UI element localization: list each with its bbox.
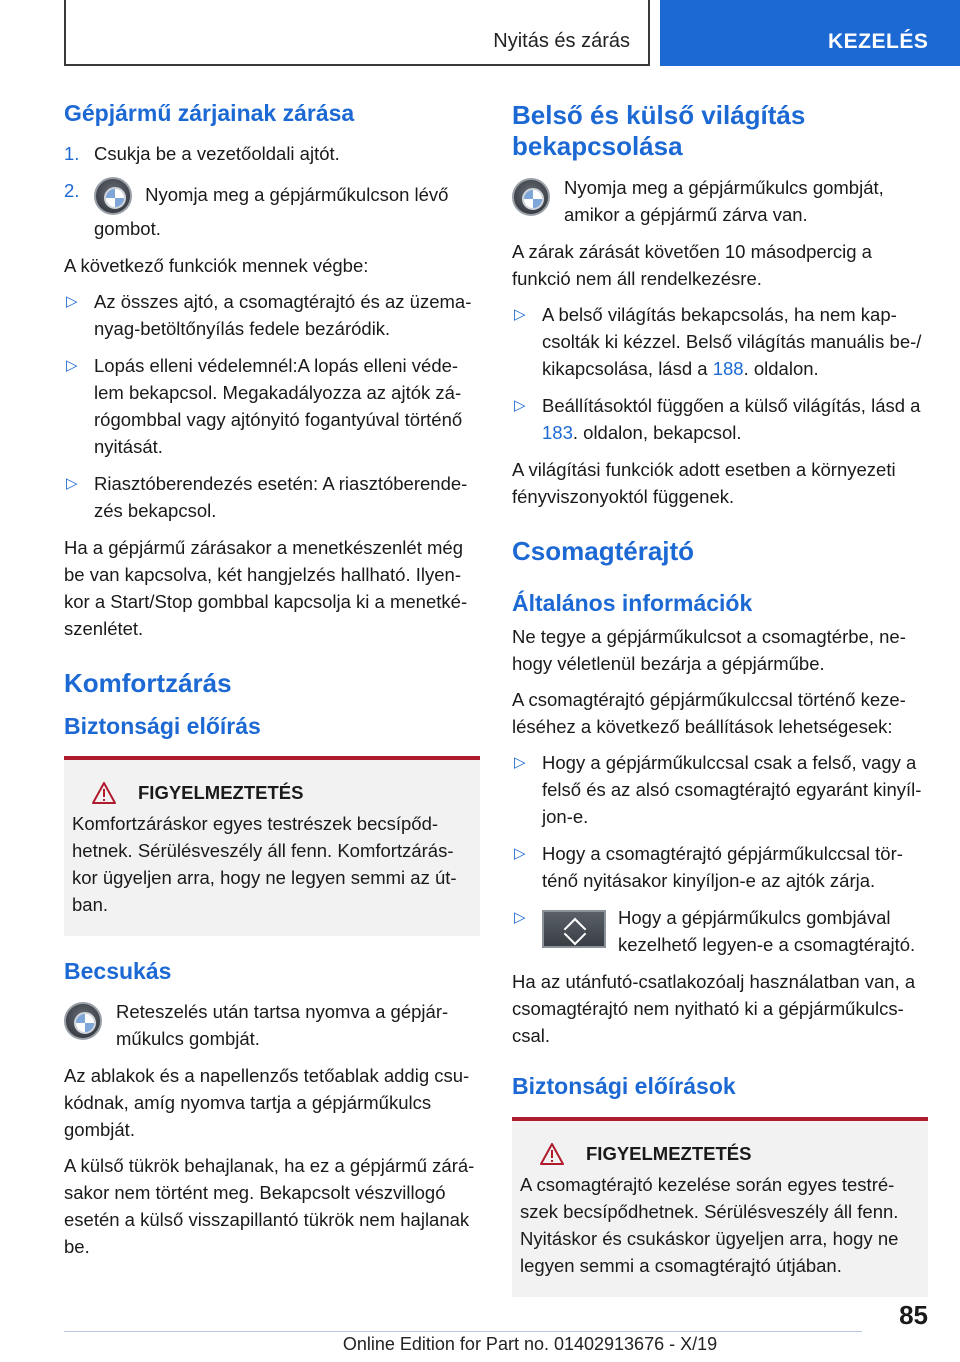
heading-trunk: Csomagtérajtó xyxy=(512,536,695,567)
warning-title-text: FIGYELMEZTETÉS xyxy=(138,782,304,804)
triangle-bullet-icon: ▷ xyxy=(514,909,526,927)
header-chapter-tab: KEZELÉS xyxy=(660,0,960,66)
triangle-bullet-icon: ▷ xyxy=(514,306,526,324)
heading-locking: Gépjármű zárjainak zárása xyxy=(64,100,355,126)
heading-safety-rules: Biztonsági előírások xyxy=(512,1073,736,1100)
instruction-text: Reteszelés után tartsa nyomva a gépjárműkulcs gombját. xyxy=(116,1000,449,1049)
bullet-text: Riasztóberendezés esetén: A riasztóberendezés bekapcsol. xyxy=(94,472,468,521)
page-number: 85 xyxy=(899,1300,928,1330)
list-item xyxy=(512,904,928,958)
warning-triangle-icon xyxy=(540,1143,564,1165)
heading-safety: Biztonsági előírás xyxy=(64,712,261,739)
bullet-text: Hogy a gépjárműkulcs gombjával kezelhető legyen-e a csomagtérajtó. xyxy=(618,907,916,956)
heading-close: Becsukás xyxy=(64,958,172,985)
bullet-text: Az összes ajtó, a csomagtérajtó és az üzemanyag-betöltőnyílás fedele bezáródik. xyxy=(94,290,472,339)
list-item xyxy=(512,392,928,446)
triangle-bullet-icon: ▷ xyxy=(66,292,78,310)
key-button-icon xyxy=(94,177,132,215)
warning-title xyxy=(520,1143,920,1165)
step-number: 2. xyxy=(64,179,80,201)
footer-divider xyxy=(64,1331,862,1332)
bullet-text: Hogy a gépjárműkulccsal csak a felső, vagy a felső és az alsó csomagtérajtó egyaránt kinyíljon-e. xyxy=(542,752,922,828)
page-header xyxy=(0,0,960,66)
header-section-title: Nyitás és zárás xyxy=(493,30,630,52)
warning-title-text: FIGYELMEZTETÉS xyxy=(586,1142,752,1164)
bullet-text: Beállításoktól függően a külső világítás, lásd a xyxy=(542,395,921,417)
instruction-with-icon xyxy=(512,174,928,228)
paragraph-mirrors: A külső tükrök behajlanak, ha ez a gépjármű zárásakor nem történt meg. Bekapcsolt vészvillogó esetén a külső visszapillantó tükrök nem hajlanak be. xyxy=(64,1154,475,1257)
paragraph-ready: Ha a gépjármű zárásakor a menetkészenlét még be van kapcsolva, két hangjelzés hallható. Ilyenkor a Start/Stop gombbal kapcsolja ki a menetkészenlétet. xyxy=(64,536,468,639)
step-number: 1. xyxy=(64,142,80,164)
bullet-text: . oldalon. xyxy=(743,358,819,380)
bullet-text: . oldalon, bekapcsol. xyxy=(572,422,742,444)
warning-box xyxy=(64,756,480,936)
warning-box xyxy=(512,1117,928,1297)
list-item xyxy=(512,301,928,382)
warning-text: A csomagtérajtó kezelése során egyes testrészek becsípődhetnek. Sérülésveszély áll fenn. Nyitáskor és csukáskor ügyeljen arra, hogy ne legyen semmi a csomagtérajtó útjában. xyxy=(520,1173,899,1276)
list-item xyxy=(64,470,480,524)
key-button-icon xyxy=(64,1002,102,1040)
bullet-text: Hogy a csomagtérajtó gépjárműkulccsal történő nyitásakor kinyíljon-e az ajtók zárja. xyxy=(542,843,903,892)
paragraph-env: A világítási funkciók adott esetben a környezeti fényviszonyoktól függenek. xyxy=(512,459,896,508)
right-column xyxy=(512,100,928,1319)
paragraph-intro: A következő funkciók mennek végbe: xyxy=(64,254,369,276)
heading-comfort: Komfortzárás xyxy=(64,667,232,698)
page-link-188[interactable]: 188 xyxy=(712,358,744,380)
list-item xyxy=(512,840,928,894)
bullet-text: Lopás elleni védelemnél:A lopás elleni védelem bekapcsol. Megakadályozza az ajtók zárógombbal vagy ajtónyitó fogantyúval történő nyitását. xyxy=(94,354,463,457)
paragraph-trailer: Ha az utánfutó-csatlakozóalj használatban van, a csomagtérajtó nem nyitható ki a gépjárműkulcscsal. xyxy=(512,971,916,1047)
footer-edition: Online Edition for Part no. 01402913676 - X/19 xyxy=(342,1334,718,1354)
list-item xyxy=(64,352,480,460)
triangle-bullet-icon: ▷ xyxy=(514,845,526,863)
trunk-button-icon xyxy=(542,910,606,948)
heading-lights: Belső és külső világítás bekapcsolása xyxy=(512,100,806,162)
triangle-bullet-icon: ▷ xyxy=(66,356,78,374)
instruction-with-icon xyxy=(64,998,480,1052)
warning-triangle-icon xyxy=(92,782,116,804)
list-item xyxy=(64,288,480,342)
list-item xyxy=(512,749,928,830)
instruction-text: Nyomja meg a gépjárműkulcs gombját, amikor a gépjármű zárva van. xyxy=(564,177,884,226)
triangle-bullet-icon: ▷ xyxy=(514,754,526,772)
triangle-bullet-icon: ▷ xyxy=(514,397,526,415)
paragraph-delay: A zárak zárását követően 10 másodpercig a funkció nem áll rendelkezésre. xyxy=(512,241,872,290)
paragraph-key: Ne tegye a gépjárműkulcsot a csomagtérbe, nehogy véletlenül bezárja a gépjárműbe. xyxy=(512,626,906,675)
list-item xyxy=(64,177,480,242)
step-text: Csukja be a vezetőoldali ajtót. xyxy=(94,142,340,164)
key-button-icon xyxy=(512,178,550,216)
left-column xyxy=(64,100,480,1269)
triangle-bullet-icon: ▷ xyxy=(66,474,78,492)
paragraph-options: A csomagtérajtó gépjárműkulccsal történő kezeléséhez a következő beállítások lehetségesek: xyxy=(512,689,906,738)
heading-general: Általános információk xyxy=(512,589,753,616)
warning-title xyxy=(72,782,472,804)
warning-text: Komfortzáráskor egyes testrészek becsípődhetnek. Sérülésveszély áll fenn. Komfortzáráskor ügyeljen arra, hogy ne legyen semmi az útban. xyxy=(72,813,457,916)
list-item xyxy=(64,140,480,167)
bullet-text: A belső világítás bekapcsolás, ha nem kapcsolták ki kézzel. Belső világítás manuális be-/ kikapcsolása, lásd a xyxy=(542,304,922,380)
step-text: Nyomja meg a gépjárműkulcson lévő gombot. xyxy=(94,183,449,239)
page-link-183[interactable]: 183 xyxy=(542,422,573,444)
paragraph-windows: Az ablakok és a napellenzős tetőablak addig csukódnak, amíg nyomva tartja a gépjárműkulcs gombját. xyxy=(64,1064,470,1140)
